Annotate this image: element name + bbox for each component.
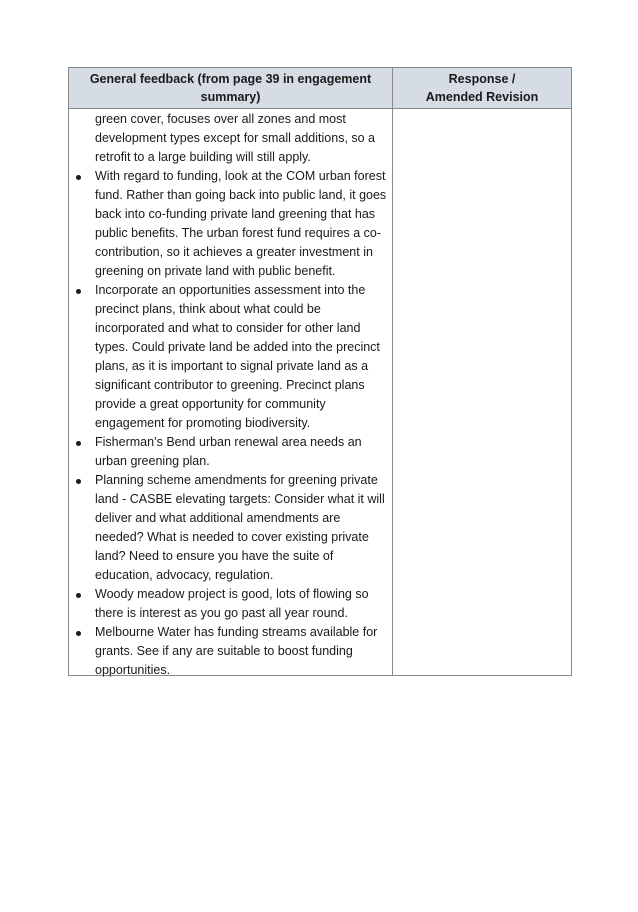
bullet-icon — [76, 441, 81, 446]
bullet-icon — [76, 175, 81, 180]
response-cell — [393, 109, 571, 675]
list-item — [95, 585, 388, 623]
feedback-table — [68, 67, 572, 676]
list-item — [95, 167, 388, 281]
feedback-cell — [69, 109, 393, 675]
bullet-text: Incorporate an opportunities assessment into the precinct plans, think about what could be incorporated and what to consider for other land types. Could private land be added into the precinct plans, as it is important to signal private land as a significant contributor to greening. Precinct plans provide a great opportunity for community engagement for promoting biodiversity. — [95, 283, 380, 430]
feedback-bullet-list — [95, 167, 388, 680]
header-response-amended-revision: Response / Amended Revision — [425, 72, 539, 104]
bullet-text: Melbourne Water has funding streams available for grants. See if any are suitable to boost funding opportunities. — [95, 625, 378, 677]
bullet-icon — [76, 289, 81, 294]
list-item — [95, 433, 388, 471]
list-item — [95, 471, 388, 585]
bullet-text: Fisherman’s Bend urban renewal area needs an urban greening plan. — [95, 435, 362, 468]
list-item — [95, 623, 388, 680]
list-item — [95, 281, 388, 433]
bullet-text: Woody meadow project is good, lots of flowing so there is interest as you go past all year round. — [95, 587, 369, 620]
table-header-row — [69, 68, 571, 109]
bullet-text: Planning scheme amendments for greening private land - CASBE elevating targets: Consider what it will deliver and what additional amendments are needed? What is needed to cover existing private land? Need to ensure you have the suite of education, advocacy, regulation. — [95, 473, 385, 582]
bullet-icon — [76, 593, 81, 598]
header-general-feedback: General feedback (from page 39 in engagement summary) — [69, 68, 393, 108]
bullet-icon — [76, 479, 81, 484]
bullet-text: With regard to funding, look at the COM urban forest fund. Rather than going back into public land, it goes back into co-funding private land greening that has public benefits. The urban forest fund requires a co-contribution, so it achieves a greater investment in greening on private land with public benefit. — [95, 169, 387, 278]
continuation-text: green cover, focuses over all zones and most development types except for small additions, so a retrofit to a large building will still apply. — [95, 112, 376, 164]
bullet-icon — [76, 631, 81, 636]
table-row — [69, 109, 571, 675]
